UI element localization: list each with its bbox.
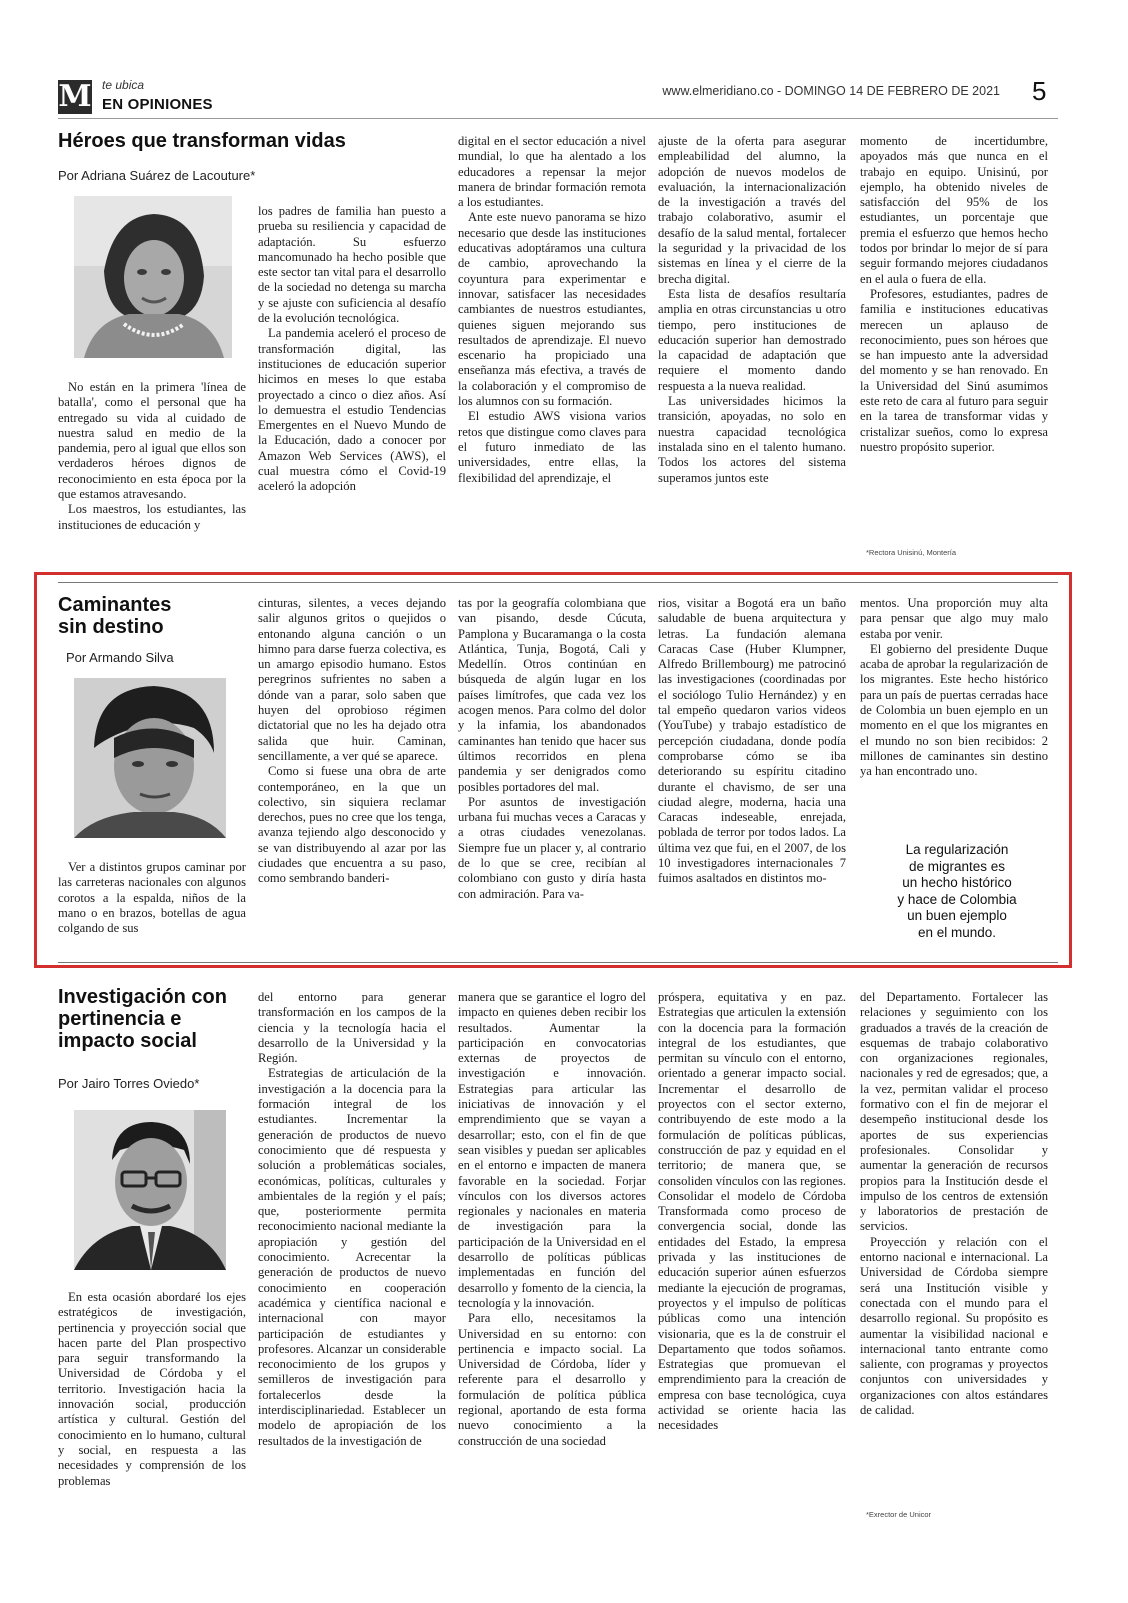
- article3-column-3: [458, 990, 646, 1526]
- logo-tagline: te ubica: [102, 78, 145, 92]
- article2-column-4: [658, 596, 846, 956]
- paragraph: próspera, equitativa y en paz. Estrategias que articulen la extensión con la docencia para la formación integral de los estudiantes, que permitan su vínculo con el entorno, orientado a generar impacto social. Incrementar el desarrollo de proyectos con el sector externo, contribuyendo de este modo a la formulación de políticas públicas, construcción de paz y equidad en el territorio; de manera que, se consoliden vínculos con las regiones. Consolidar el modelo de Córdoba Transformada como proceso de convergencia social, donde las entidades del Estado, la empresa privada y las instituciones de educación superior aúnen esfuerzos mediante la ejecución de programas, proyectos y el impulso de políticas públicas como una intención visionaria, que es la de construir el Departamento que todos soñamos. Estrategias que promuevan el emprendimiento para la creación de empresa con base tecnológica, cuya actividad se oriente hacia las necesidades: [658, 990, 846, 1433]
- article2-column-2: [258, 596, 446, 956]
- article2-column-3: [458, 596, 646, 956]
- article2-byline: Por Armando Silva: [66, 650, 174, 665]
- paragraph: Profesores, estudiantes, padres de familia e instituciones educativas merecen un aplauso de reconocimiento, pues son héroes que se han impuesto ante la adversidad del momento y se han renovado. En la Universidad del Sinú asumimos este reto de cara al futuro para seguir en la tarea de transformar vidas y cristalizar sueños, como lo expresa nuestro propósito superior.: [860, 286, 1048, 454]
- paragraph: Los maestros, los estudiantes, las instituciones de educación y: [58, 502, 246, 532]
- paragraph: Ante este nuevo panorama se hizo necesario que desde las instituciones educativas adoptáramos una cultura de cambio, aprovechando la coyuntura para experimentar e innovar, satisfacer las necesidades cambiantes de nuestros estudiantes, quienes siguen mejorando sus resultados de aprendizaje. El nuevo escenario ha propiciado una enseñanza más efectiva, a través de la colaboración y el compromiso de los alumnos con su formación.: [458, 210, 646, 409]
- pull-quote-line: La regularización: [905, 842, 1009, 857]
- paragraph: El estudio AWS visiona varios retos que distingue como claves para el futuro inmediato de las universidades, entre ellas, la flexibilidad del aprendizaje, el: [458, 409, 646, 485]
- section-title: EN OPINIONES: [102, 96, 213, 113]
- article3-title-line: pertinencia e: [58, 1008, 182, 1030]
- article2-title-line: sin destino: [58, 616, 164, 638]
- article1-author-photo: [74, 196, 232, 358]
- pull-quote-line: un buen ejemplo: [907, 908, 1007, 923]
- paragraph: El gobierno del presidente Duque acaba de aprobar la regularización de los migrantes. Este hecho histórico para un país de puertas cerradas hace de Colombia un buen ejemplo en un momento en el que los migrantes en el mundo no son bien recibidos: 2 millones de caminantes sin destino ya han encontrado uno.: [860, 641, 1048, 779]
- article3-title-line: Investigación con: [58, 986, 227, 1008]
- article1-title: Héroes que transforman vidas: [58, 130, 346, 152]
- paragraph: mentos. Una proporción muy alta para pensar que algo muy malo estaba por venir.: [860, 596, 1048, 641]
- paragraph: digital en el sector educación a nivel mundial, lo que ha alentado a los educadores a repensar la mejor manera de brindar formación remota a los estudiantes.: [458, 134, 646, 210]
- article3-title: [58, 986, 227, 1052]
- article1-column-3: [458, 134, 646, 560]
- header-rule: [58, 118, 1058, 119]
- paragraph: los padres de familia han puesto a prueba su resiliencia y capacidad de adaptación. Su esfuerzo mancomunado ha hecho posible que este sector tan vital para el desarrollo de la sociedad no detenga su marcha y se ajuste con suficiencia al desafío de la evolución tecnológica.: [258, 204, 446, 326]
- paragraph: Para ello, necesitamos la Universidad en su entorno: con pertinencia e impacto social. La Universidad de Córdoba, líder y referente para el desarrollo y formulación de política pública regional, aportando de esta forma nuevo conocimiento a la construcción de una sociedad: [458, 1311, 646, 1448]
- portrait-woman-icon: [74, 196, 232, 358]
- article3-column-2: [258, 990, 446, 1526]
- paragraph: momento de incertidumbre, apoyados más que nunca en el trabajo en equipo. Unisinú, por ejemplo, ha obtenido niveles de satisfacción del 95% de los estudiantes, un porcentaje que premia el esfuerzo que hemos hecho todos por brindar lo mejor de sí para seguir formando mejores ciudadanos en el aula o fuera de ella.: [860, 134, 1048, 286]
- paragraph: cinturas, silentes, a veces dejando salir algunos gritos o quejidos o entonando alguna canción o un himno para darse fuerza colectiva, es un amargo episodio humano. Estos peregrinos sufrientes no saben a dónde van a parar, solo saben que huyen del oprobioso régimen dictatorial que no les ha dejado otra salida que huir. Caminan, sencillamente, a ver qué se aparece.: [258, 596, 446, 763]
- article2-author-photo: [74, 678, 226, 838]
- article2-column-5: [860, 596, 1048, 832]
- paragraph: Por asuntos de investigación urbana fui muchas veces a Caracas y a otras ciudades venezolanas. Siempre fue un placer y, al contrario de lo que se cree, recibían al colombiano con gusto y diría hasta con admiración. Para va-: [458, 794, 646, 901]
- paragraph: En esta ocasión abordaré los ejes estratégicos de investigación, pertinencia y proyección social que hacen parte del Plan prospectivo para seguir transformando la Universidad de Córdoba y el territorio. Investigación hacia la innovación social, producción artística y cultural. Gestión del conocimiento en lo humano, cultural y social, en respuesta a las necesidades y comprensión de los problemas: [58, 1290, 246, 1488]
- article3-column-1: [58, 1290, 246, 1526]
- page-number: 5: [1032, 76, 1047, 106]
- paragraph: La pandemia aceleró el proceso de transformación digital, las instituciones de educación superior hicimos en meses lo que estaba proyectado a cinco o diez años. Así lo demuestra el estudio Tendencias Emergentes en el Nuevo Mundo de la Educación, dado a conocer por Amazon Web Services (AWS), el cual muestra cómo el Covid-19 aceleró la adopción: [258, 326, 446, 494]
- pull-quote-line: un hecho histórico: [902, 875, 1012, 890]
- article-separator: [58, 582, 1058, 583]
- pull-quote-line: en el mundo.: [917, 924, 997, 940]
- article1-column-5: [860, 134, 1048, 544]
- header-date-url: www.elmeridiano.co - DOMINGO 14 DE FEBRERO DE 2021: [662, 84, 1000, 98]
- paragraph: Esta lista de desafíos resultaría amplia en otras circunstancias u otro tiempo, pero instituciones de educación superior han demostrado la capacidad de adaptación que requiere el momento dando respuesta a la nueva realidad.: [658, 286, 846, 393]
- article3-column-4: [658, 990, 846, 1526]
- article3-byline: Por Jairo Torres Oviedo*: [58, 1076, 200, 1091]
- pull-quote-line: de migrantes es: [908, 858, 1006, 874]
- pull-quote-line: y hace de Colombia: [897, 891, 1017, 907]
- article3-column-5: [860, 990, 1048, 1504]
- paragraph: Ver a distintos grupos caminar por las carreteras nacionales con algunos corotos a la espalda, niños de la mano o en brazos, botellas de agua colgando de sus: [58, 860, 246, 936]
- paragraph: del Departamento. Fortalecer las relaciones y seguimiento con los graduados a través de la creación de esquemas de trabajo colaborativo con organizaciones regionales, nacionales y red de egresados; que, a la vez, permitan validar el proceso formativo con el fin de mejorar el desempeño institucional desde los aportes de sus experiencias profesionales. Consolidar y aumentar la generación de recursos propios para la Institución desde el impulso de los centros de extensión y laboratorios de prestación de servicios.: [860, 990, 1048, 1234]
- paragraph: del entorno para generar transformación en los campos de la ciencia y la tecnología hacia el desarrollo de la Universidad y la Región.: [258, 990, 446, 1066]
- article2-column-1: [58, 860, 246, 956]
- paragraph: No están en la primera 'línea de batalla', como el personal que ha entregado su vida al cuidado de nuestra salud en medio de la pandemia, pero al igual que ellos son verdaderos héroes dignos de reconocimiento en esta época por la que estamos atravesando.: [58, 380, 246, 502]
- paragraph: Las universidades hicimos la transición, apoyadas, no solo en nuestra capacidad tecnológica instalada sino en el talento humano. Todos los actores del sistema superamos juntos este: [658, 394, 846, 485]
- portrait-man-glasses-icon: [74, 1110, 226, 1270]
- portrait-man-icon: [74, 678, 226, 838]
- article1-column-2: [258, 204, 446, 560]
- article1-column-1: [58, 380, 246, 560]
- article2-title-line: Caminantes: [58, 594, 172, 616]
- article1-footnote: *Rectora Unisinú, Montería: [866, 548, 957, 557]
- paragraph: rios, visitar a Bogotá era un baño saludable de buena arquitectura y letras. La fundación alemana Caracas Case (Huber Klumpner, Alfredo Brillembourg) me patrocinó las investigaciones (coordinadas por el sociólogo Tulio Hernández) y en tal empeño quedaron varios videos (YouTube) y trabajo estadístico de percepción ciudadana, donde podía comprobarse cómo se iba deteriorando su espíritu citadino durante el chavismo, de ser una ciudad alegre, moderna, hacia una Caracas indeseable, enrejada, poblada de terror por todos lados. La última vez que fui, en el 2007, de los 10 investigadores internacionales 7 fuimos asaltados en distintos mo-: [658, 596, 846, 886]
- article3-footnote: *Exrector de Unicor: [866, 1510, 932, 1519]
- newspaper-logo: M: [58, 79, 92, 114]
- paragraph: Como si fuese una obra de arte contemporáneo, en la que un colectivo, sin siquiera reclamar derechos, pues no cree que los tenga, avanza tejiendo algo desconocido y se van distribuyendo al azar por las ciudades que encuentra a su paso, como sembrando banderi-: [258, 764, 446, 886]
- article-separator: [58, 962, 1058, 963]
- article1-byline: Por Adriana Suárez de Lacouture*: [58, 168, 256, 183]
- paragraph: manera que se garantice el logro del impacto en quienes deben recibir los resultados. Aumentar la participación en convocatorias externas de proyectos de investigación e innovación. Estrategias para articular las iniciativas de innovación y el emprendimiento que se vayan a desarrollar; esto, con el fin de que sean visibles y puedan ser aplicables en el entorno e impacten de manera favorable en la sociedad. Forjar vínculos con los diversos actores regionales y nacionales en materia de investigación para la participación de la Universidad en el desarrollo de políticas públicas implementadas en función del desarrollo y fomento de la ciencia, la tecnología y la innovación.: [458, 990, 646, 1310]
- article2-title: [58, 594, 171, 638]
- article3-title-line: impacto social: [58, 1030, 197, 1052]
- paragraph: ajuste de la oferta para asegurar empleabilidad del alumno, la adopción de nuevos modelos de evaluación, la internacionalización de la investigación a través del trabajo colaborativo, asumir el desafío de la salud mental, fortalecer la seguridad y la privacidad de los sistemas en línea y el cierre de la brecha digital.: [658, 134, 846, 286]
- pull-quote: [872, 842, 1042, 941]
- article3-author-photo: [74, 1110, 226, 1270]
- article1-column-4: [658, 134, 846, 560]
- paragraph: Proyección y relación con el entorno nacional e internacional. La Universidad de Córdoba siempre será una Institución visible y conectada con el mundo para el desarrollo regional. Su propósito es aumentar la visibilidad nacional e internacional tanto entrante como saliente, con programas y proyectos conjuntos con universidades y organizaciones con altos estándares de calidad.: [860, 1234, 1048, 1418]
- paragraph: Estrategias de articulación de la investigación a la docencia para la formación integral de los estudiantes. Incrementar la generación de productos de nuevo conocimiento que dé respuesta y solución a problemáticas sociales, económicas, políticas, culturales y ambientales de la región y el país; que, posteriormente permita reconocimiento nacional mediante la apropiación y gestión del conocimiento. Acrecentar la generación de productos de nuevo conocimiento en cooperación académica y científica nacional e internacional con mayor participación de estudiantes y profesores. Alcanzar un considerable reconocimiento de los grupos y semilleros de investigación para fortalecerlos desde la interdisciplinariedad. Establecer un modelo de apropiación de los resultados de la investigación de: [258, 1066, 446, 1448]
- paragraph: tas por la geografía colombiana que van pisando, desde Cúcuta, Pamplona y Bucaramanga o la costa Atlántica, Tunja, Bogotá, Cali y Medellín. Otros continúan en búsqueda de algún lugar en los países limítrofes, que cada vez los acogen menos. Para colmo del dolor y la infamia, los abandonados caminantes han tenido que hacer sus últimos recorridos en plena pandemia y ser denigrados como posibles portadores del mal.: [458, 596, 646, 794]
